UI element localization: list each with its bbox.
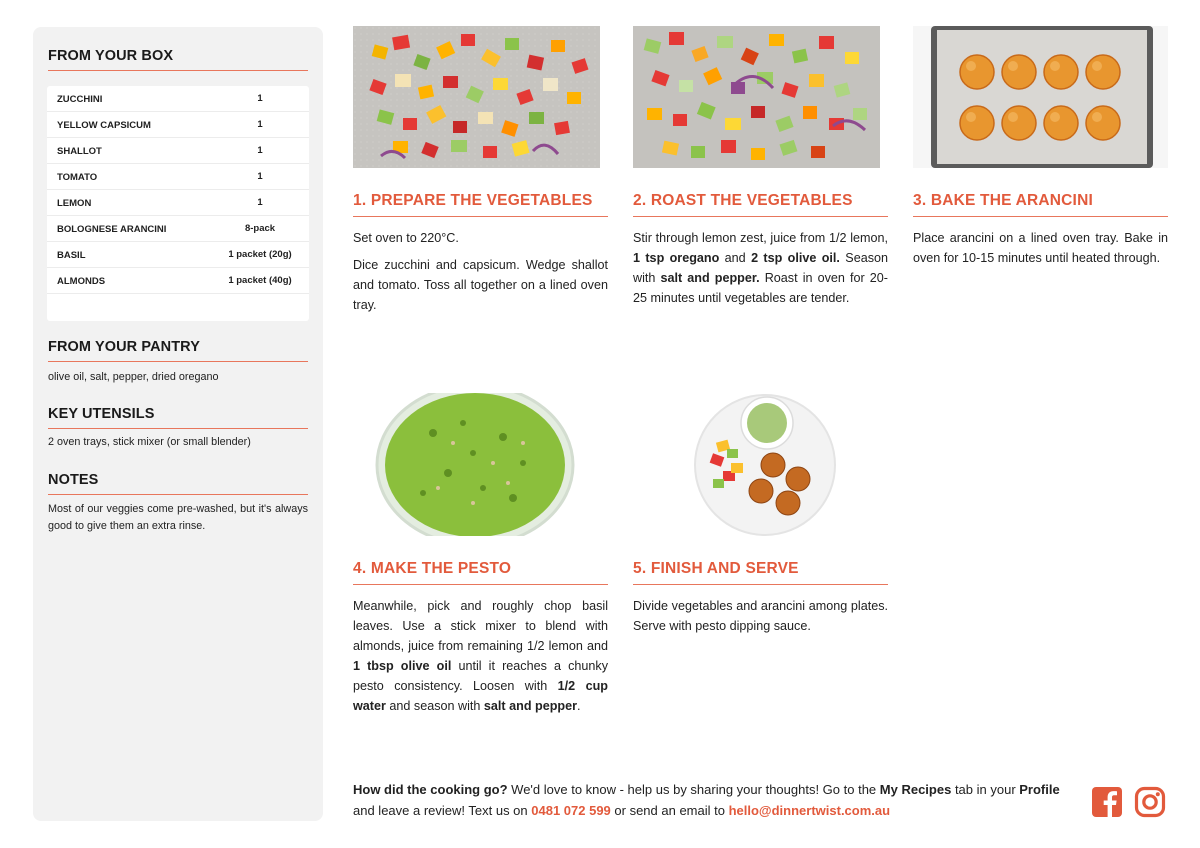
pantry-text: olive oil, salt, pepper, dried oregano: [48, 371, 219, 383]
ingredients-table: [47, 86, 309, 321]
notes-text: Most of our veggies come pre-washed, but it's always good to give them an extra rinse.: [48, 503, 308, 532]
ingredient-qty: 1: [257, 197, 263, 208]
pantry-heading: FROM YOUR PANTRY: [48, 339, 308, 362]
step-text: Season with: [633, 251, 889, 285]
from-your-box-heading: FROM YOUR BOX: [48, 48, 308, 71]
bold-ingredient: 1/2 cup water: [353, 679, 608, 713]
step-text: and: [719, 251, 752, 265]
bold-ingredient: salt and pepper.: [660, 271, 760, 285]
ingredient-name: BASIL: [57, 250, 86, 261]
step-text: .: [577, 699, 581, 713]
ingredient-qty: 1 packet (20g): [228, 249, 292, 260]
step-4-photo: [353, 393, 608, 536]
ingredient-qty: 1: [257, 93, 263, 104]
bold-ingredient: 2 tsp olive oil.: [751, 251, 840, 265]
step-paragraph: [353, 228, 608, 248]
step-paragraph: [353, 255, 608, 315]
phone-link[interactable]: 0481 072 599: [531, 803, 611, 818]
step-text: until it reaches a chunky pesto consistency. Loosen with: [353, 659, 608, 693]
ingredient-name: ZUCCHINI: [57, 94, 103, 105]
table-row: [47, 112, 309, 138]
utensils-text: 2 oven trays, stick mixer (or small blender): [48, 436, 251, 448]
step-3-body: [913, 228, 1168, 275]
step-text: and season with: [385, 699, 484, 713]
step-3-title: 3. BAKE THE ARANCINI: [913, 192, 1168, 217]
step-paragraph: [353, 596, 608, 716]
step-text: Meanwhile, pick and roughly chop basil leaves. Use a stick mixer to blend with almonds, juice from remaining 1/2 lemon and: [353, 599, 608, 653]
ingredient-qty: 1 packet (40g): [228, 275, 292, 286]
step-3-photo: [913, 26, 1168, 168]
table-row: [47, 242, 309, 268]
sidebar: [33, 27, 323, 821]
step-5-body: [633, 596, 888, 643]
bold-ingredient: salt and pepper: [483, 699, 577, 713]
ingredient-qty: 1: [257, 171, 263, 182]
step-4-title: 4. MAKE THE PESTO: [353, 560, 608, 585]
feedback-footer: [353, 779, 1078, 821]
table-row: [47, 86, 309, 112]
step-text: Place arancini on a lined oven tray. Bake in oven for 10-15 minutes until heated through.: [913, 231, 1168, 265]
step-text: Divide vegetables and arancini among plates. Serve with pesto dipping sauce.: [633, 599, 888, 633]
step-2-photo: [633, 26, 880, 168]
table-row: [47, 164, 309, 190]
email-link[interactable]: hello@dinnertwist.com.au: [728, 803, 891, 818]
ingredient-name: ALMONDS: [57, 276, 106, 287]
utensils-heading: KEY UTENSILS: [48, 406, 308, 429]
step-4-body: [353, 596, 608, 723]
feedback-text-3: and leave a review! Text us on: [353, 803, 532, 818]
step-text: Dice zucchini and capsicum. Wedge shallot and tomato. Toss all together on a lined oven tray.: [353, 258, 608, 312]
feedback-text-2: tab in your: [951, 782, 1020, 797]
feedback-text-4: or send an email to: [610, 803, 729, 818]
ingredient-name: BOLOGNESE ARANCINI: [57, 224, 167, 235]
ingredient-qty: 1: [257, 145, 263, 156]
step-text: Stir through lemon zest, juice from 1/2 lemon,: [633, 231, 888, 245]
ingredient-qty: 1: [257, 119, 263, 130]
step-text: Roast in oven for 20-25 minutes until vegetables are tender.: [633, 271, 888, 305]
step-2-title: 2. ROAST THE VEGETABLES: [633, 192, 888, 217]
instagram-icon[interactable]: [1134, 786, 1166, 818]
step-text: Set oven to 220°C.: [353, 231, 459, 245]
table-row: [47, 216, 309, 242]
feedback-question: How did the cooking go?: [353, 782, 508, 797]
bold-ingredient: 1 tbsp olive oil: [353, 659, 452, 673]
table-row: [47, 138, 309, 164]
step-1-title: 1. PREPARE THE VEGETABLES: [353, 192, 608, 217]
table-row: [47, 268, 309, 294]
ingredient-name: SHALLOT: [57, 146, 102, 157]
step-1-body: [353, 228, 608, 322]
step-paragraph: [913, 228, 1168, 268]
step-2-body: [633, 228, 888, 315]
step-paragraph: [633, 596, 888, 636]
ingredient-name: TOMATO: [57, 172, 98, 183]
step-1-photo: [353, 26, 600, 168]
ingredient-qty: 8-pack: [244, 223, 276, 234]
profile-link[interactable]: Profile: [1019, 782, 1060, 797]
facebook-icon[interactable]: [1091, 786, 1123, 818]
my-recipes-link[interactable]: My Recipes: [879, 782, 952, 797]
step-5-photo: [633, 393, 888, 536]
step-5-title: 5. FINISH AND SERVE: [633, 560, 888, 585]
ingredient-name: LEMON: [57, 198, 92, 209]
feedback-text-1: We'd love to know - help us by sharing your thoughts! Go to the: [507, 782, 880, 797]
table-row: [47, 190, 309, 216]
bold-ingredient: 1 tsp oregano: [633, 251, 720, 265]
notes-heading: NOTES: [48, 472, 308, 495]
ingredient-name: YELLOW CAPSICUM: [57, 120, 151, 131]
step-paragraph: [633, 228, 888, 308]
